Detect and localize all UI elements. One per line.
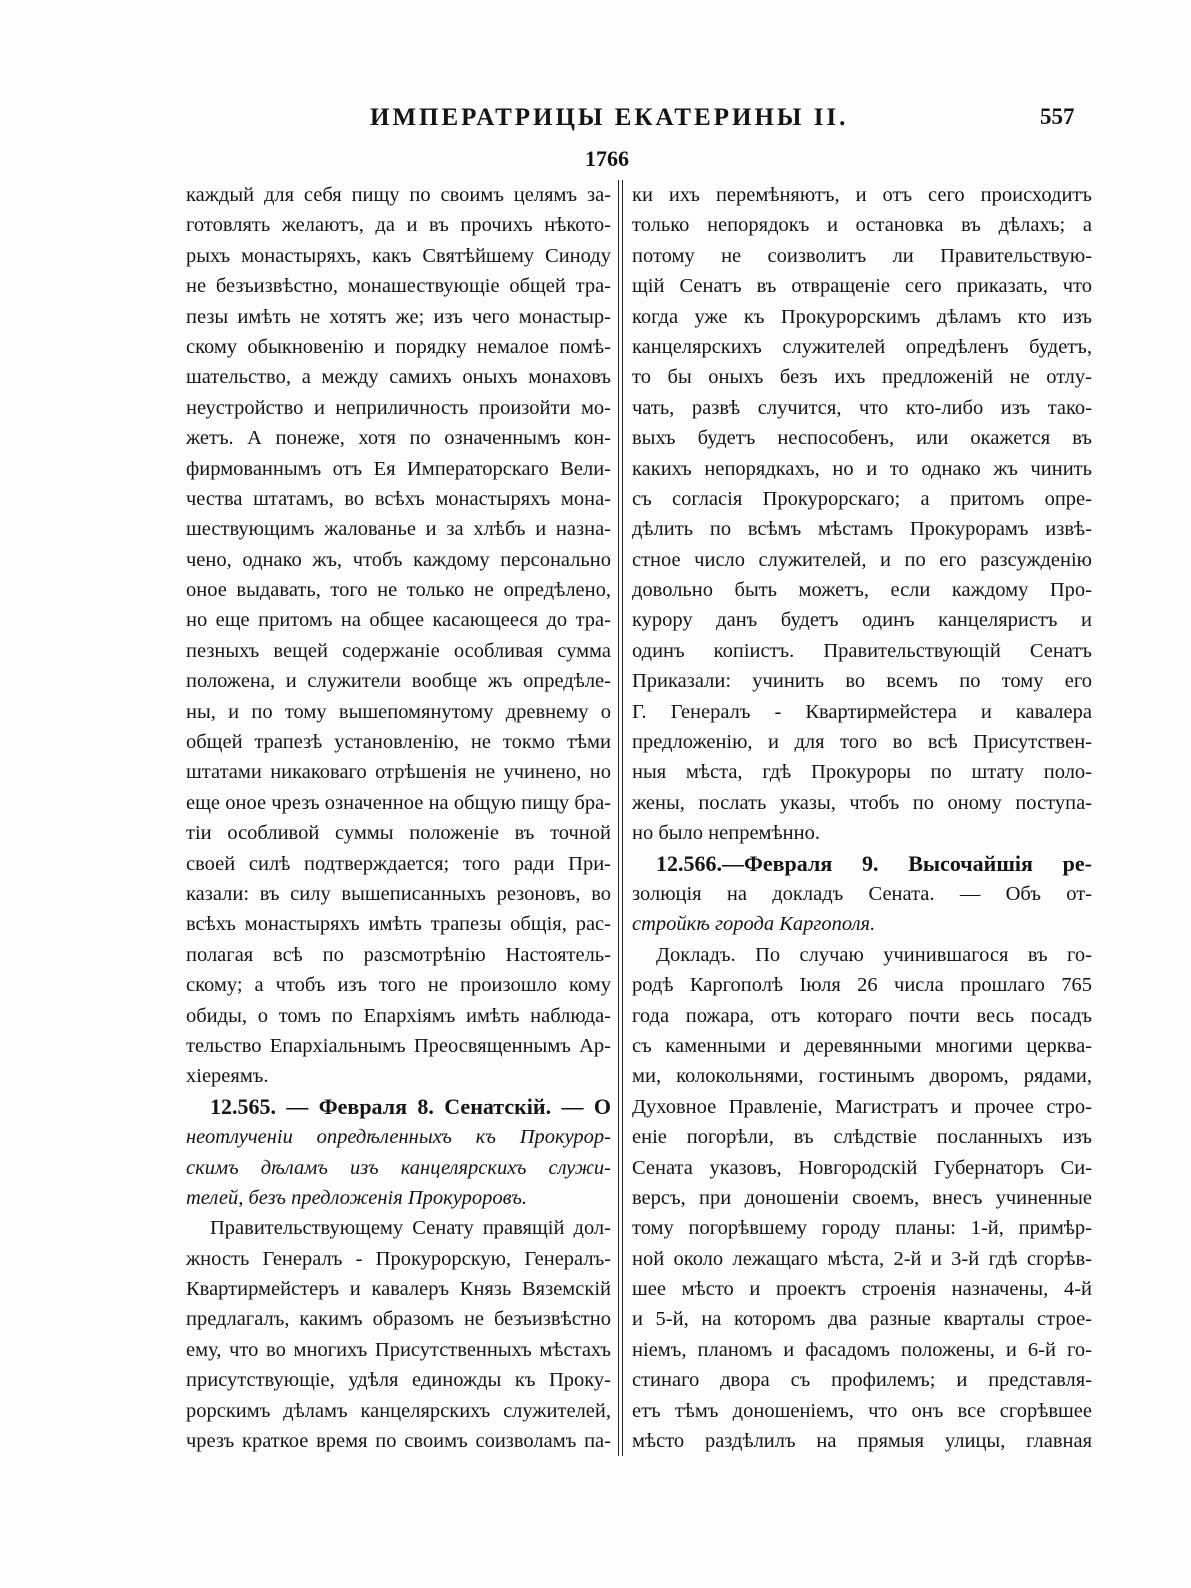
text-line: щій Сенатъ въ отвращеніе сего приказать, что	[632, 275, 1092, 298]
text-line: канцелярскихъ служителей опредѣленъ будетъ,	[632, 335, 1092, 358]
text-line: выхъ будетъ неспособенъ, или окажется въ	[632, 427, 1092, 450]
text-line: довольно быть можетъ, если каждому Про-	[632, 579, 1092, 602]
text-line: пезы имѣть не хотятъ же; изъ чего монастыр-	[186, 305, 611, 328]
text-line: рорскимъ дѣламъ канцелярскихъ служителей,	[186, 1399, 611, 1422]
text-line: ны, и по тому вышепомянутому древнему о	[186, 700, 611, 723]
text-line: не безъизвѣстно, монашествующіе общей тра-	[186, 275, 611, 298]
column-divider	[618, 180, 623, 1456]
text-line: своей силѣ подтверждается; того ради При-	[186, 852, 611, 875]
text-line: шательство, а между самихъ оныхъ монаховъ	[186, 366, 611, 389]
text-line: предложенію, и для того во всѣ Присутствен-	[632, 731, 1092, 754]
decree-title-line: стройкѣ города Каргополя.	[632, 913, 876, 936]
text-line: стинаго двора съ профилемъ; и представля-	[632, 1369, 1092, 1392]
left-column	[186, 180, 611, 1456]
text-line: рыхъ монастыряхъ, какъ Святѣйшему Синоду	[186, 244, 611, 267]
text-line: чено, однако жъ, чтобъ каждому персонально	[186, 548, 611, 571]
text-line: шее мѣсто и проектъ строенія назначены, 4-й	[632, 1278, 1092, 1301]
text-line: ки ихъ перемѣняютъ, и отъ сего происходитъ	[632, 184, 1092, 206]
text-line: жность Генералъ - Прокурорскую, Генералъ-	[186, 1247, 611, 1270]
text-line: ныя мѣста, гдѣ Прокуроры по штату поло-	[632, 761, 1092, 784]
text-line: чрезъ краткое время по своимъ соизволамъ па-	[186, 1430, 611, 1453]
text-line: еніе погорѣли, въ слѣдствіе посланныхъ изъ	[632, 1126, 1092, 1149]
text-line: родѣ Каргополѣ Іюля 26 числа прошлаго 765	[632, 974, 1092, 997]
decree-heading-12565: 12.565. — Февраля 8. Сенатскій. — О	[210, 1093, 611, 1119]
text-line: шествующимъ жалованье и за хлѣбъ и назна-	[186, 518, 611, 541]
text-line: стное число служителей, и по его разсужденію	[632, 548, 1092, 571]
text-line: предлагалъ, какимъ образомъ не безъизвѣстно	[186, 1308, 611, 1331]
text-line: но еще притомъ на общее касающееся до тра-	[186, 609, 611, 632]
text-line: каждый для себя пищу по своимъ целямъ за-	[186, 184, 611, 206]
text-line: казали: въ силу вышеписанныхъ резоновъ, во	[186, 882, 611, 905]
text-line: скому обыкновенію и порядку немалое помѣ-	[186, 335, 611, 358]
text-line: чества штатамъ, во всѣхъ монастыряхъ мона-	[186, 487, 611, 510]
text-line: потому не соизволитъ ли Правительствую-	[632, 244, 1092, 267]
text-line: только непорядокъ и остановка въ дѣлахъ; а	[632, 214, 1092, 237]
decree-title-line: скимъ дѣламъ изъ канцелярскихъ служи-	[186, 1156, 611, 1179]
text-line: Г. Генералъ - Квартирмейстера и кавалера	[632, 700, 1092, 723]
text-line: съ каменными и деревянными многими церква-	[632, 1034, 1092, 1057]
decree-title-line: неотлученіи опредѣленныхъ къ Прокурор-	[186, 1126, 611, 1149]
decree-heading-12566: 12.566.—Февраля 9. Высочайшія ре-	[656, 850, 1092, 876]
text-line: неустройство и неприличность произойти мо-	[186, 396, 611, 419]
decree-title-line: телей, безъ предложенія Прокуроровъ.	[186, 1186, 527, 1209]
text-line: Приказали: учинить во всемъ по тому его	[632, 670, 1092, 693]
text-line: хіереямъ.	[186, 1065, 269, 1088]
running-header-title: ИМПЕРАТРИЦЫ ЕКАТЕРИНЫ II.	[370, 104, 849, 131]
text-line: какихъ непорядкахъ, но и то однако жъ чинить	[632, 457, 1092, 480]
text-line: чать, развѣ случится, что кто-либо изъ тако-	[632, 396, 1092, 419]
text-line: Духовное Правленіе, Магистратъ и прочее стро-	[632, 1095, 1092, 1118]
text-line: жетъ. А понеже, хотя по означеннымъ кон-	[186, 427, 611, 450]
text-line: штатами никаковаго отрѣшенія не учинено, но	[186, 761, 611, 784]
text-line: курору данъ будетъ одинъ канцеляристъ и	[632, 609, 1092, 632]
text-line: присутствующіе, удѣля единожды къ Проку-	[186, 1369, 611, 1392]
text-line: оное выдавать, того не только не опредѣлено,	[186, 579, 611, 602]
year-heading: 1766	[585, 146, 629, 171]
text-line: и 5-й, на которомъ два разные кварталы строе-	[632, 1308, 1092, 1331]
text-line: но было непремѣнно.	[632, 822, 820, 845]
text-line: тіи особливой суммы положеніе въ точной	[186, 822, 611, 845]
text-line: положена, и служители вообще жъ опредѣле-	[186, 670, 611, 693]
text-line: еще оное чрезъ означенное на общую пищу бра-	[186, 791, 611, 814]
text-line: готовлять желаютъ, да и въ прочихъ нѣкото-	[186, 214, 611, 237]
text-line: полагая всѣ по разсмотрѣнію Настоятель-	[186, 943, 611, 966]
text-line: пезныхъ вещей содержаніе особливая сумма	[186, 639, 611, 662]
text-line: етъ тѣмъ доношеніемъ, что онъ все сгорѣвшее	[632, 1399, 1092, 1422]
text-line: года пожара, отъ котораго почти весь посадъ	[632, 1004, 1092, 1027]
text-line: ной около лежащаго мѣста, 2-й и 3-й гдѣ сгорѣв-	[632, 1247, 1092, 1270]
text-line: ми, колокольнями, гостинымъ дворомъ, рядами,	[632, 1065, 1092, 1088]
text-line: ніемъ, планомъ и фасадомъ положены, и 6-й го-	[632, 1338, 1092, 1361]
page-number: 557	[1040, 104, 1075, 129]
right-column	[632, 180, 1092, 1456]
text-line: версъ, при доношеніи своемъ, внесъ учиненные	[632, 1186, 1092, 1209]
text-line: когда уже къ Прокурорскимъ дѣламъ кто изъ	[632, 305, 1092, 328]
text-line: мѣсто раздѣлилъ на прямыя улицы, главная	[632, 1430, 1092, 1453]
text-line: тельство Епархіальнымъ Преосвященнымъ Ар-	[186, 1034, 611, 1057]
text-line: Сената указовъ, Новгородскій Губернаторъ Си-	[632, 1156, 1092, 1179]
text-line: обиды, о томъ по Епархіямъ имѣть наблюда-	[186, 1004, 611, 1027]
text-line: скому; а чтобъ изъ того не произошло кому	[186, 974, 611, 997]
decree-title-line: золюція на докладъ Сената. — Объ от-	[632, 882, 1092, 905]
text-line: фирмованнымъ отъ Ея Императорскаго Вели-	[186, 457, 611, 480]
text-line: съ согласія Прокурорскаго; а притомъ опре-	[632, 487, 1092, 510]
text-line: общей трапезѣ установленію, не токмо тѣми	[186, 731, 611, 754]
text-line: всѣхъ монастыряхъ имѣть трапезы общія, рас-	[186, 913, 611, 936]
text-line: Докладъ. По случаю учинившагося въ го-	[656, 943, 1092, 966]
text-line: одинъ копіистъ. Правительствующій Сенатъ	[632, 639, 1092, 662]
text-line: Правительствующему Сенату правящій дол-	[210, 1217, 611, 1240]
text-line: Квартирмейстеръ и кавалеръ Князь Вяземскій	[186, 1278, 611, 1301]
text-line: ему, что во многихъ Присутственныхъ мѣстахъ	[186, 1338, 611, 1361]
text-line: жены, послать указы, чтобъ по оному поступа-	[632, 791, 1092, 814]
text-line: то бы оныхъ безъ ихъ предложеній не отлу-	[632, 366, 1092, 389]
text-line: дѣлить по всѣмъ мѣстамъ Прокурорамъ извѣ-	[632, 518, 1092, 541]
text-line: тому погорѣвшему городу планы: 1-й, примѣр-	[632, 1217, 1092, 1240]
